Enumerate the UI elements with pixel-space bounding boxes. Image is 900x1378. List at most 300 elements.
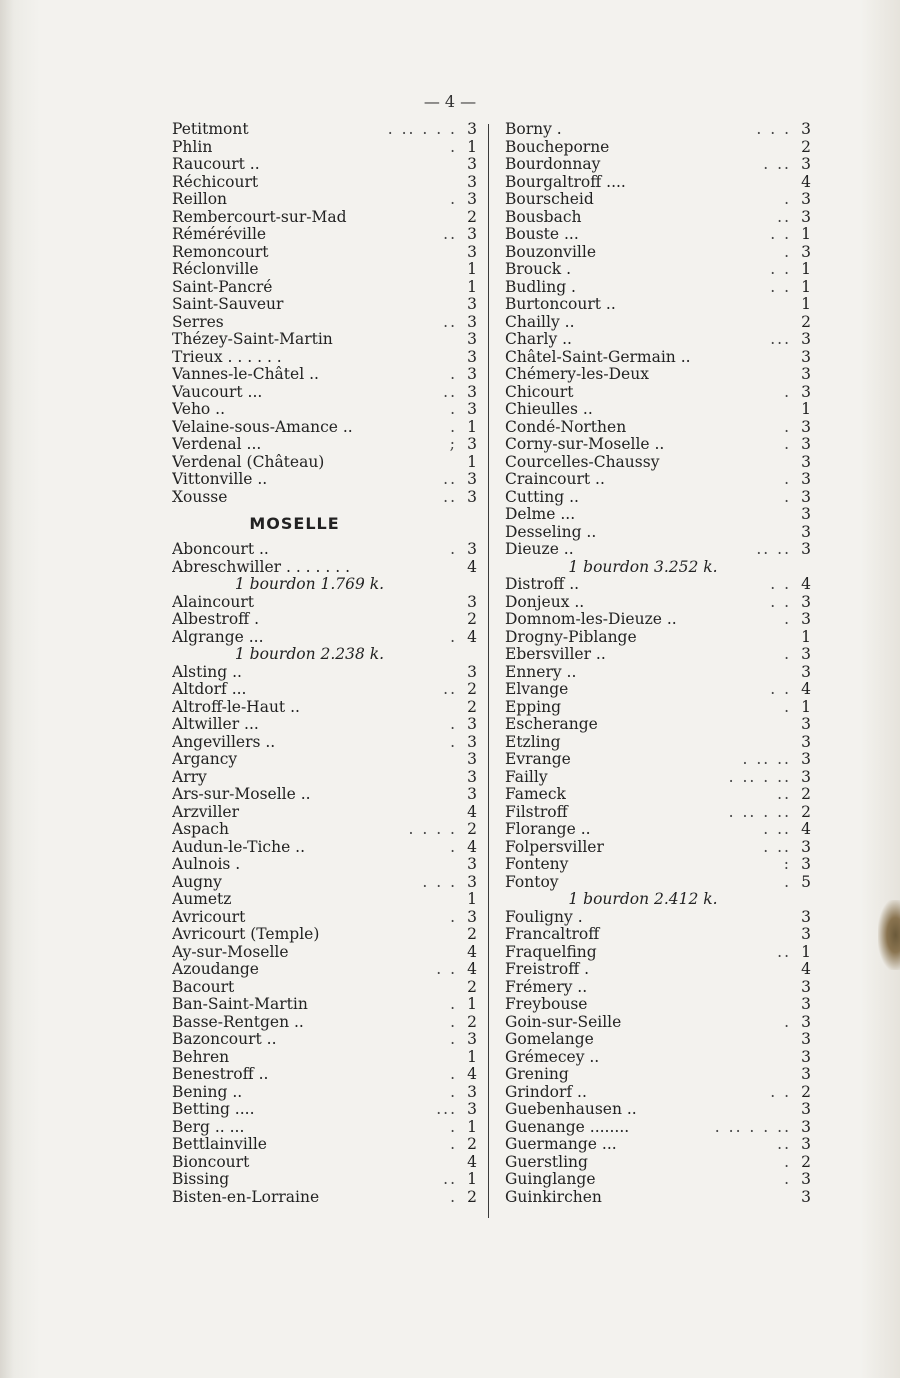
bell-count: 3 bbox=[467, 120, 477, 138]
bourdon-note: 1 bourdon 3.252 k. bbox=[568, 557, 718, 576]
leader-dots: . bbox=[450, 627, 457, 646]
list-item bbox=[505, 524, 811, 542]
commune-name: Ars-sur-Moselle .. bbox=[172, 786, 311, 803]
list-item bbox=[505, 314, 811, 332]
commune-name: Avricourt (Temple) bbox=[172, 926, 320, 943]
commune-name: Trieux . . . . . . bbox=[172, 348, 282, 366]
list-item bbox=[505, 961, 811, 979]
list-item bbox=[172, 436, 477, 454]
bell-count: 1 bbox=[467, 890, 477, 908]
bell-count: 3 bbox=[467, 767, 477, 786]
leader-dots: .. bbox=[777, 942, 791, 961]
commune-name: Bousbach bbox=[505, 208, 582, 226]
list-item bbox=[172, 1189, 477, 1207]
list-item bbox=[172, 156, 477, 174]
bell-count: 3 bbox=[801, 452, 811, 471]
commune-name: Petitmont bbox=[172, 121, 249, 138]
list-item bbox=[505, 541, 811, 559]
bell-count: 3 bbox=[801, 1047, 811, 1066]
list-item bbox=[505, 1031, 811, 1049]
list-item bbox=[172, 1136, 477, 1154]
list-item bbox=[172, 314, 477, 332]
list-item bbox=[172, 331, 477, 349]
commune-name: Verdenal ... bbox=[172, 436, 262, 453]
leader-dots: . bbox=[450, 907, 457, 926]
commune-name: Altroff-le-Haut .. bbox=[172, 698, 300, 716]
commune-name: Vittonville .. bbox=[172, 471, 268, 488]
commune-name: Bazoncourt .. bbox=[172, 1031, 277, 1048]
bourdon-note: 1 bourdon 2.238 k. bbox=[234, 645, 385, 663]
list-item bbox=[172, 734, 477, 752]
leader-dots: . .. . .. bbox=[728, 767, 791, 786]
list-item bbox=[505, 296, 811, 314]
list-item bbox=[505, 471, 811, 489]
leader-dots: . . bbox=[770, 575, 791, 593]
list-item bbox=[172, 191, 477, 209]
bell-count: 3 bbox=[801, 732, 811, 751]
list-item bbox=[505, 1014, 811, 1032]
bell-count: 3 bbox=[801, 1065, 811, 1083]
list-item bbox=[505, 1084, 811, 1102]
leader-dots: .. bbox=[443, 225, 457, 243]
list-item bbox=[505, 489, 811, 507]
bell-count: 3 bbox=[801, 855, 811, 873]
list-item bbox=[505, 279, 811, 297]
bell-count: 1 bbox=[801, 295, 811, 313]
list-item bbox=[172, 769, 477, 787]
leader-dots: . . bbox=[770, 1082, 791, 1101]
leader-dots: . bbox=[450, 1012, 457, 1031]
list-item bbox=[172, 891, 477, 909]
list-item bbox=[172, 366, 477, 384]
list-item bbox=[505, 944, 811, 962]
list-item bbox=[172, 384, 477, 402]
list-item bbox=[505, 1066, 811, 1084]
bell-count: 3 bbox=[467, 295, 477, 313]
bell-count: 4 bbox=[467, 802, 477, 821]
commune-name: Rembercourt-sur-Mad bbox=[172, 208, 347, 226]
list-item bbox=[172, 454, 477, 472]
list-item bbox=[505, 261, 811, 279]
commune-name: Chieulles .. bbox=[505, 401, 593, 418]
bell-count: 3 bbox=[801, 1012, 811, 1031]
commune-name: Ban-Saint-Martin bbox=[172, 996, 308, 1013]
leader-dots: . bbox=[784, 697, 791, 716]
commune-name: Ennery .. bbox=[505, 663, 577, 681]
bell-count: 3 bbox=[801, 1135, 811, 1153]
leader-dots: .. bbox=[777, 1135, 791, 1153]
list-item bbox=[172, 751, 477, 769]
leader-dots: . . . bbox=[422, 872, 457, 891]
leader-dots: ... bbox=[770, 330, 791, 348]
list-item bbox=[172, 1049, 477, 1067]
leader-dots: . bbox=[450, 190, 457, 208]
bell-count: 3 bbox=[467, 172, 477, 191]
bell-count: 4 bbox=[801, 960, 811, 978]
leader-dots: . bbox=[784, 435, 791, 453]
commune-name: Algrange ... bbox=[172, 628, 264, 646]
bell-count: 3 bbox=[801, 540, 811, 558]
bell-count: 2 bbox=[801, 802, 811, 821]
commune-name: Freybouse bbox=[505, 996, 588, 1013]
bell-count: 3 bbox=[467, 155, 477, 173]
commune-name: Vaucourt ... bbox=[172, 383, 263, 401]
commune-name: Guenange ........ bbox=[505, 1118, 630, 1136]
commune-name: Courcelles-Chaussy bbox=[505, 453, 660, 471]
bell-count: 4 bbox=[467, 960, 477, 978]
leader-dots: . bbox=[784, 872, 791, 891]
bell-count: 3 bbox=[801, 155, 811, 173]
commune-name: Veho .. bbox=[172, 401, 226, 418]
commune-name: Guinglange bbox=[505, 1171, 596, 1188]
bell-count: 3 bbox=[801, 750, 811, 768]
bell-count: 1 bbox=[467, 1170, 477, 1188]
bell-count: 3 bbox=[801, 645, 811, 663]
list-item bbox=[505, 699, 811, 717]
bell-count: 3 bbox=[467, 382, 477, 401]
commune-name: Delme ... bbox=[505, 506, 576, 523]
bell-count: 2 bbox=[467, 680, 477, 698]
bell-count: 1 bbox=[467, 260, 477, 278]
list-item bbox=[505, 174, 811, 192]
commune-name: Grémecey .. bbox=[505, 1048, 600, 1066]
bell-count: 1 bbox=[801, 260, 811, 278]
commune-name: Bioncourt bbox=[172, 1153, 250, 1171]
commune-name: Berg .. ... bbox=[172, 1118, 245, 1136]
commune-name: Albestroff . bbox=[172, 611, 260, 628]
leader-dots: . bbox=[450, 732, 457, 751]
list-item bbox=[172, 996, 477, 1014]
leader-dots: . bbox=[450, 540, 457, 558]
list-item bbox=[505, 366, 811, 384]
commune-name: Florange .. bbox=[505, 821, 591, 838]
list-item bbox=[172, 489, 477, 507]
commune-name: Boucheporne bbox=[505, 138, 610, 156]
leader-dots: . . bbox=[770, 680, 791, 698]
leader-dots: .. bbox=[443, 312, 457, 331]
commune-name: Dieuze .. bbox=[505, 541, 574, 558]
bell-count: 1 bbox=[801, 627, 811, 646]
commune-name: Condé-Northen bbox=[505, 418, 627, 436]
leader-dots: . bbox=[784, 610, 791, 628]
bell-count: 3 bbox=[801, 487, 811, 506]
list-item bbox=[505, 856, 811, 874]
commune-name: Escherange bbox=[505, 716, 598, 733]
list-item bbox=[172, 419, 477, 437]
list-item bbox=[172, 1101, 477, 1119]
list-item bbox=[505, 926, 811, 944]
list-item bbox=[505, 594, 811, 612]
commune-name: Châtel-Saint-Germain .. bbox=[505, 348, 691, 366]
list-item bbox=[505, 121, 811, 139]
bell-count: 4 bbox=[467, 1152, 477, 1171]
bell-count: 3 bbox=[801, 330, 811, 348]
bell-count: 3 bbox=[467, 907, 477, 926]
commune-name: Argancy bbox=[172, 751, 238, 768]
commune-name: Abreschwiller . . . . . . . bbox=[172, 558, 351, 576]
list-item bbox=[505, 1136, 811, 1154]
commune-name: Bourdonnay bbox=[505, 156, 601, 173]
leader-dots: . . bbox=[436, 960, 457, 978]
list-item bbox=[172, 1171, 477, 1189]
bell-count: 3 bbox=[801, 715, 811, 733]
leader-dots: . . bbox=[770, 225, 791, 243]
bell-count: 3 bbox=[801, 505, 811, 523]
commune-name: Aspach bbox=[172, 821, 229, 838]
commune-name: Réclonville bbox=[172, 261, 259, 278]
bell-count: 3 bbox=[801, 662, 811, 681]
bell-count: 3 bbox=[801, 995, 811, 1013]
bell-count: 3 bbox=[467, 470, 477, 488]
list-item bbox=[172, 909, 477, 927]
leader-dots: . bbox=[450, 365, 457, 383]
commune-name: Drogny-Piblange bbox=[505, 628, 637, 646]
leader-dots: ... bbox=[436, 1100, 457, 1118]
bell-count: 3 bbox=[467, 487, 477, 506]
commune-name: Evrange bbox=[505, 751, 571, 768]
list-item bbox=[505, 506, 811, 524]
commune-name: Guebenhausen .. bbox=[505, 1101, 637, 1118]
commune-name: Benestroff .. bbox=[172, 1066, 269, 1083]
bell-count: 3 bbox=[467, 435, 477, 453]
list-item bbox=[505, 576, 811, 594]
bell-count: 1 bbox=[467, 452, 477, 471]
list-item bbox=[505, 996, 811, 1014]
list-item bbox=[505, 454, 811, 472]
leader-dots: .. bbox=[443, 1170, 457, 1188]
bell-count: 3 bbox=[467, 1100, 477, 1118]
bell-count: 3 bbox=[467, 715, 477, 733]
commune-name: Francaltroff bbox=[505, 926, 600, 943]
commune-name: Fouligny . bbox=[505, 908, 583, 926]
leader-dots: . . bbox=[770, 592, 791, 611]
list-item bbox=[172, 541, 477, 559]
list-item bbox=[505, 1154, 811, 1172]
leader-dots: . .. . .. bbox=[728, 802, 791, 821]
bell-count: 4 bbox=[467, 1065, 477, 1083]
list-item bbox=[172, 226, 477, 244]
bell-count: 3 bbox=[467, 592, 477, 611]
commune-name: Folpersviller bbox=[505, 838, 604, 856]
list-item bbox=[505, 401, 811, 419]
leader-dots: . .. bbox=[763, 837, 791, 856]
leader-dots: .. bbox=[777, 785, 791, 803]
commune-name: Ebersviller .. bbox=[505, 646, 606, 663]
bell-count: 3 bbox=[467, 225, 477, 243]
list-item bbox=[505, 1049, 811, 1067]
list-item bbox=[172, 121, 477, 139]
commune-name: Etzling bbox=[505, 733, 561, 751]
list-item bbox=[172, 279, 477, 297]
commune-name: Basse-Rentgen .. bbox=[172, 1013, 304, 1031]
commune-name: Alaincourt bbox=[172, 593, 254, 611]
bell-count: 2 bbox=[801, 137, 811, 156]
leader-dots: .. bbox=[777, 207, 791, 226]
bell-count: 3 bbox=[801, 120, 811, 138]
list-item bbox=[505, 786, 811, 804]
commune-name: Xousse bbox=[172, 488, 228, 506]
list-item bbox=[172, 629, 477, 647]
bell-count: 1 bbox=[467, 417, 477, 436]
list-item bbox=[172, 716, 477, 734]
leader-dots: . bbox=[450, 1082, 457, 1101]
leader-dots: . .. . . . bbox=[387, 120, 457, 138]
bell-count: 3 bbox=[467, 540, 477, 558]
column-divider bbox=[488, 124, 489, 1218]
leader-dots: . .. bbox=[763, 820, 791, 838]
bell-count: 3 bbox=[467, 347, 477, 366]
commune-name: Chicourt bbox=[505, 383, 574, 401]
commune-name: Budling . bbox=[505, 278, 576, 296]
paper-stain bbox=[878, 900, 900, 970]
list-item bbox=[505, 821, 811, 839]
list-item bbox=[505, 734, 811, 752]
commune-name: Chailly .. bbox=[505, 313, 575, 331]
leader-dots: . bbox=[450, 995, 457, 1013]
leader-dots: . bbox=[450, 1030, 457, 1048]
bell-count: 3 bbox=[801, 190, 811, 208]
list-item bbox=[505, 156, 811, 174]
list-item bbox=[172, 961, 477, 979]
list-item bbox=[505, 681, 811, 699]
list-item bbox=[505, 839, 811, 857]
commune-name: Gomelange bbox=[505, 1031, 594, 1048]
list-item bbox=[505, 139, 811, 157]
list-item bbox=[172, 856, 477, 874]
leader-dots: . bbox=[450, 137, 457, 156]
commune-name: Remoncourt bbox=[172, 243, 269, 261]
commune-name: Guerstling bbox=[505, 1153, 588, 1171]
bell-count: 3 bbox=[467, 330, 477, 348]
commune-name: Alsting .. bbox=[172, 663, 242, 681]
list-item bbox=[505, 611, 811, 629]
commune-name: Serres bbox=[172, 313, 224, 331]
bell-count: 3 bbox=[467, 785, 477, 803]
bell-count: 3 bbox=[801, 907, 811, 926]
commune-name: Freistroff . bbox=[505, 961, 590, 978]
bell-count: 3 bbox=[801, 837, 811, 856]
bell-count: 3 bbox=[467, 1030, 477, 1048]
list-item bbox=[505, 874, 811, 892]
list-item bbox=[172, 174, 477, 192]
bell-count: 2 bbox=[801, 785, 811, 803]
commune-name: Bettlainville bbox=[172, 1136, 267, 1153]
list-item bbox=[172, 821, 477, 839]
commune-name: Ay-sur-Moselle bbox=[172, 943, 289, 961]
leader-dots: . . bbox=[770, 277, 791, 296]
bell-count: 1 bbox=[467, 995, 477, 1013]
list-item bbox=[505, 751, 811, 769]
list-item bbox=[172, 594, 477, 612]
list-item bbox=[505, 804, 811, 822]
list-item bbox=[172, 874, 477, 892]
leader-dots: . bbox=[450, 1117, 457, 1136]
section-heading: MOSELLE bbox=[249, 514, 340, 533]
bell-count: 2 bbox=[467, 1012, 477, 1031]
leader-dots: . bbox=[784, 645, 791, 663]
leader-dots: : bbox=[783, 855, 791, 873]
list-item bbox=[505, 629, 811, 647]
bell-count: 3 bbox=[801, 470, 811, 488]
commune-name: Avricourt bbox=[172, 908, 246, 926]
commune-name: Burtoncourt .. bbox=[505, 296, 616, 313]
list-item bbox=[172, 401, 477, 419]
bell-count: 2 bbox=[467, 1187, 477, 1206]
commune-name: Altwiller ... bbox=[172, 716, 259, 733]
commune-name: Azoudange bbox=[172, 961, 259, 978]
list-item bbox=[172, 1031, 477, 1049]
bell-count: 2 bbox=[801, 312, 811, 331]
list-item bbox=[172, 349, 477, 367]
leader-dots: . bbox=[784, 242, 791, 261]
leader-dots: . .. .. bbox=[742, 750, 791, 768]
bell-count: 4 bbox=[801, 680, 811, 698]
bell-count: 3 bbox=[467, 400, 477, 418]
list-item bbox=[172, 699, 477, 717]
commune-name: Craincourt .. bbox=[505, 471, 605, 488]
commune-name: Donjeux .. bbox=[505, 593, 585, 611]
commune-name: Audun-le-Tiche .. bbox=[172, 838, 306, 856]
list-item bbox=[505, 716, 811, 734]
commune-name: Bourgaltroff .... bbox=[505, 173, 626, 191]
list-item bbox=[172, 1066, 477, 1084]
commune-name: Charly .. bbox=[505, 331, 572, 348]
leader-dots: . bbox=[450, 417, 457, 436]
list-item bbox=[505, 1189, 811, 1207]
bell-count: 3 bbox=[801, 1187, 811, 1206]
list-item bbox=[172, 296, 477, 314]
leader-dots: .. .. bbox=[756, 540, 791, 558]
leader-dots: . bbox=[784, 382, 791, 401]
list-item bbox=[172, 261, 477, 279]
commune-name: Phlin bbox=[172, 138, 213, 156]
bell-count: 3 bbox=[801, 382, 811, 401]
bell-count: 2 bbox=[467, 820, 477, 838]
list-item bbox=[505, 979, 811, 997]
commune-name: Raucourt .. bbox=[172, 156, 260, 173]
commune-name: Epping bbox=[505, 698, 562, 716]
commune-name: Filstroff bbox=[505, 803, 568, 821]
commune-name: Arzviller bbox=[172, 803, 239, 821]
commune-name: Thézey-Saint-Martin bbox=[172, 331, 333, 348]
list-item bbox=[505, 1101, 811, 1119]
commune-name: Reillon bbox=[172, 191, 228, 208]
bell-count: 2 bbox=[467, 697, 477, 716]
bell-count: 3 bbox=[801, 610, 811, 628]
bell-count: 3 bbox=[801, 1170, 811, 1188]
bell-count: 2 bbox=[801, 1152, 811, 1171]
leader-dots: . bbox=[784, 1012, 791, 1031]
bell-count: 4 bbox=[467, 557, 477, 576]
bell-count: 3 bbox=[467, 855, 477, 873]
list-item bbox=[505, 419, 811, 437]
list-item bbox=[172, 471, 477, 489]
bell-count: 1 bbox=[467, 1047, 477, 1066]
list-item bbox=[505, 349, 811, 367]
bell-count: 4 bbox=[801, 820, 811, 838]
leader-dots: . bbox=[784, 470, 791, 488]
commune-name: Guinkirchen bbox=[505, 1188, 602, 1206]
leader-dots: . bbox=[450, 837, 457, 856]
leader-dots: . bbox=[450, 400, 457, 418]
bell-count: 3 bbox=[801, 925, 811, 943]
leader-dots: . bbox=[450, 715, 457, 733]
bell-count: 3 bbox=[467, 750, 477, 768]
leader-dots: . bbox=[450, 1065, 457, 1083]
commune-name: Fonteny bbox=[505, 856, 569, 873]
commune-name: Behren bbox=[172, 1048, 230, 1066]
bell-count: 3 bbox=[801, 435, 811, 453]
